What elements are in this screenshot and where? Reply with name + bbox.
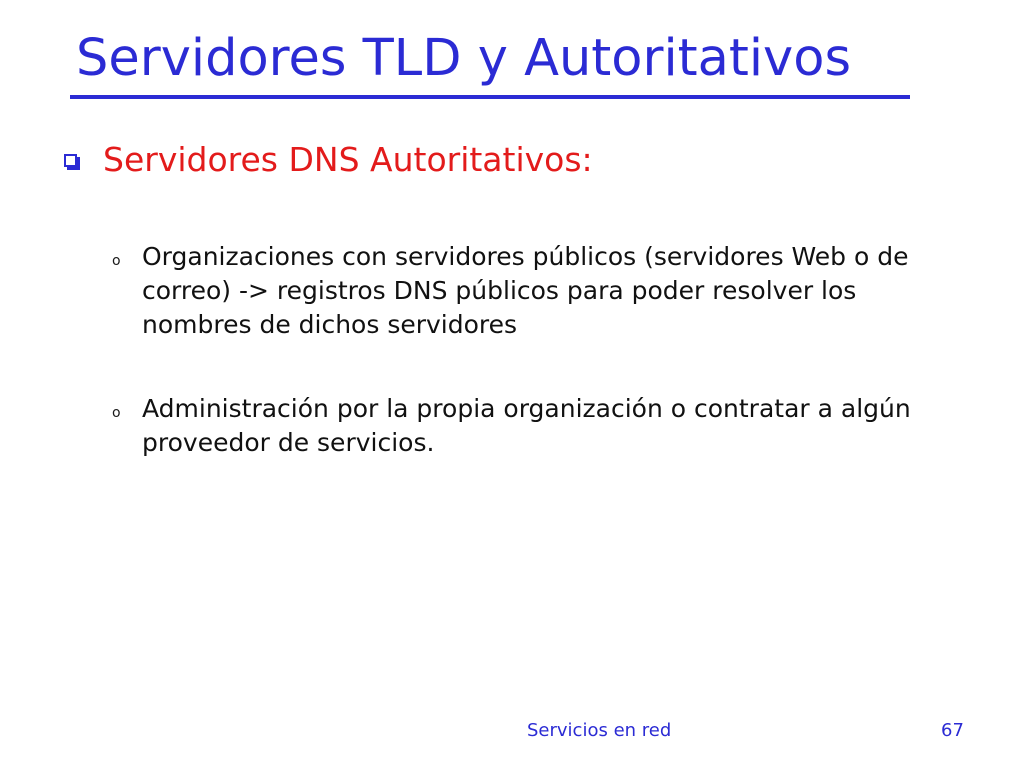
sub-bullet-organizations [112,240,972,342]
sub-bullet-administration [112,392,972,460]
circle-bullet-icon: o [112,405,121,421]
sub-bullet-text: Administración por la propia organización o contratar a algún proveedor de servicios. [142,394,911,457]
heading-text: Servidores DNS Autoritativos: [103,140,593,179]
slide-title: Servidores TLD y Autoritativos [76,29,852,88]
title-underline [70,95,910,99]
checkbox-bullet-icon [64,154,77,167]
heading-bullet [64,140,593,180]
sub-bullet-text: Organizaciones con servidores públicos (servidores Web o de correo) -> registros DNS públicos para poder resolver los nombres de dichos servidores [142,242,909,339]
page-number: 67 [941,720,964,741]
circle-bullet-icon: o [112,253,121,269]
footer-label: Servicios en red [527,720,672,741]
